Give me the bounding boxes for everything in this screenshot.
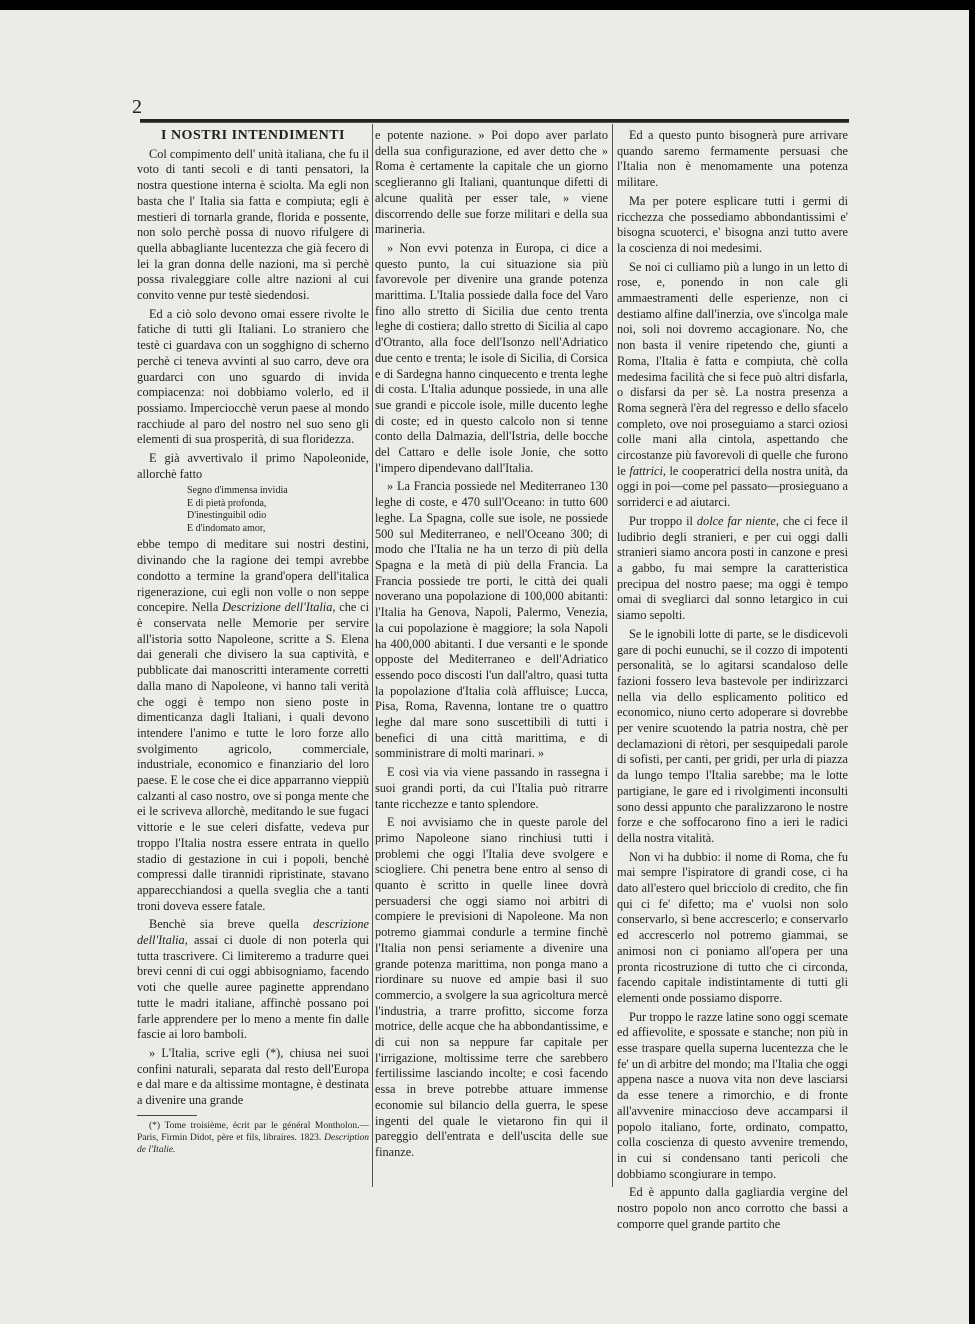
verse-line: E d'indomato amor, bbox=[187, 522, 266, 534]
paragraph: Col compimento dell' unità italiana, che fu il voto di tanti secoli e di tanti pensatori, la nostra questione interna è sciolta. Ma egli non basta che l' Italia sia fatta e compiuta; egli è mestieri di tornarla grande, florida e possente, non solo perchè possa di nuovo rifulgere di quella abbagliante lucentezza che già fecero di lei la gran donna delle nazioni, ma sì perchè possa rivaleggiare colle altre nazioni al cui convito venne pur testè siedendosi. bbox=[137, 146, 369, 303]
italic-title: descrizione dell'Italia bbox=[137, 917, 369, 948]
verse-quote bbox=[187, 485, 369, 535]
paragraph: » La Francia possiede nel Mediterraneo 130 leghe di coste, e 470 sull'Oceano: in tutto 600 leghe. La Spagna, colle sue isole, ne possiede 500 sul Mediterraneo, e nell'Oceano 300; di modo che l'Italia ne ha un terzo di più della Spagna e la metà di più della Francia. La Francia possiede tre porti, le città dei quali noverano una popolazione di 100,000 abitanti: l'Italia ha Genova, Napoli, Palermo, Venezia, la cui popolazione è maggiore; la sola Napoli ha 400,000 abitanti. I due versanti e le sponde opposte del Mediterraneo e dell'Adriatico essendo poco discosti l'un dall'altro, quasi tutta la popolazione d'Italia colà affluisce; Lucca, Pisa, Roma, Ravenna, lontane tre o quattro leghe dal mare sono suscettibili di tutti i benefici di una città marittima, e di somministrare di molti marinari. » bbox=[375, 479, 608, 761]
column-divider bbox=[372, 124, 373, 1187]
text-run: Pur troppo il bbox=[629, 513, 697, 528]
paragraph: E noi avvisiamo che in queste parole del primo Napoleone siano rinchiusi tutti i problemi che oggi l'Italia deve svolgere e sciogliere. Chi penetra bene entro al senso di quanto è scritto in quelle linee dovrà persuadersi che oggi siamo noi arbitri di compiere le previsioni di Napoleone. Ma non potremo giammai condurle a termine finchè l'Italia non pensi seriamente a divenire una grande potenza marittima, non ponga mano a riordinare su nuove ed ampie basi il suo commercio, a svolgere la sua agricoltura mercè l'industria, a trarre profitto, siccome forza motrice, delle acque che ha abbondantissime, e di cui non sa neppure far capitale per l'irrigazione, moltissime terre che sarebbero fertilissime lasciando incolte; e così facendo essa in breve potrebbe attuare immense economie sul bilancio della guerra, le spese ingenti del quale le vietarono fin qui il pareggio dell'entrata e dell'uscita delle sue finanze. bbox=[375, 815, 608, 1159]
header-rule bbox=[140, 119, 849, 123]
paragraph: Ed è appunto dalla gagliardia vergine del nostro popolo non anco corrotto che bassi a comporre quel grande partito che bbox=[617, 1185, 848, 1231]
verse-line: Segno d'immensa invidia bbox=[187, 485, 288, 497]
paragraph bbox=[137, 917, 369, 1043]
paragraph: Ed a questo punto bisognerà pure arrivare quando saremo fermamente persuasi che l'Italia non è menomamente una potenza militare. bbox=[617, 128, 848, 190]
paragraph: Ma per potere esplicare tutti i germi di ricchezza che possediamo abbondantissimi e' bisogna scuoterci, e' bisogna anzi tutto avere la coscienza di noi medesimi. bbox=[617, 193, 848, 255]
italic-title: Description de l'Italie. bbox=[137, 1132, 369, 1155]
paragraph bbox=[617, 260, 848, 511]
text-run: , le cooperatrici della nostra unità, da oggi in poi—come pel passato—prosieguano a sorriderci e ad aiutarci. bbox=[617, 463, 849, 510]
column-3 bbox=[617, 128, 849, 1231]
paragraph: Non vi ha dubbio: il nome di Roma, che fu mai sempre l'ispiratore di grandi cose, ci ha dato all'estero quel bricciolo di credito, che fin qui ci fe' difetto; ma e' vuolsi non solo conservarlo, sì bene accrescerlo; e conservarlo ed accrescerlo nol potremo giammai, se animosi non ci poniamo all'opera per una pronta ricostruzione di tutto che ci circonda, facendo capitale indistintamente di tutti gli elementi onde possiamo disporre. bbox=[617, 849, 848, 1005]
italic-title: Descrizione dell'Italia bbox=[222, 600, 333, 615]
italic-phrase: dolce far niente bbox=[696, 513, 776, 528]
paragraph: e potente nazione. » Poi dopo aver parlato della sua configurazione, ed aver detto che » Roma è certamente la capitale che un giorno sceglieranno gli Italiani, quantunque difetti di alcune qualità per esser tale, » viene discorrendo delle sue forze militari e della sua marineria. bbox=[375, 128, 608, 237]
page-number: 2 bbox=[132, 96, 142, 118]
italic-word: fattrici bbox=[629, 463, 663, 478]
text-run: (*) Tome troisième, écrit par le général Montholon.—Paris, Firmin Didot, père et fils, libraires. 1823. bbox=[137, 1120, 369, 1143]
column-divider bbox=[612, 124, 613, 1187]
paragraph: Se le ignobili lotte di parte, se le disdicevoli gare di pochi eunuchi, se il cozzo di impotenti personalità, se lo agitarsi scandaloso delle fazioni fossero leva bastevole per indirizzarci nella via dello esplicamento politico ed economico, niuno certo adoperare si dovrebbe per venire scuotendo la patria nostra, chè per declamazioni di rètori, per sesquipedali parole di sofisti, per canti, per gridi, per urla di piazza da lungo tempo l'Italia sarebbe; ma le lotte partigiane, le gare ed i rivolgimenti inconsulti sono dessi appunto che paralizzarono le nostre forze e che soffocarono fino a ieri le radici della nostra vitalità. bbox=[617, 626, 848, 845]
article-headline: I NOSTRI INTENDIMENTI bbox=[161, 128, 345, 143]
text-run: Se noi ci culliamo più a lungo in un letto di rose, e, ponendo in non cale gli ammaestramenti delle esperienze, non ci destiamo alfine dall'inerzia, ove s'incolga male noi, soli noi dovremo accagionare. No, che non basta il venire ripetendo che, giunti a Roma, l'Italia è fatta e compiuta, chè colla medesima facilità che si fece può altri disfarla, o disfarsi da per sè. La nostra presenza a Roma segnerà l'èra del regresso e dello sfacelo completo, ove noi proseguiamo a starci oziosi colle mani alla cintola, aspettando che circostanze più favorevoli di quelle che furono le bbox=[617, 259, 848, 478]
paragraph: E già avvertivalo il primo Napoleonide, allorchè fatto bbox=[137, 451, 369, 481]
footnote-rule bbox=[137, 1115, 197, 1116]
column-2 bbox=[375, 128, 608, 1188]
text-run: , che ci fece il ludibrio degli stranieri, e per cui oggi dalli stranieri siamo ancora posti in canzone e presi a gabbo, fu mai sempre la caratteristica precipua del nostro paese; ma oggi è tempo omai di svegliarci dal sonno letargico in cui siamo sepolti. bbox=[617, 513, 848, 623]
paragraph bbox=[617, 514, 848, 624]
text-run: ebbe tempo di meditare sui nostri destini, divinando che la ragione dei tempi avrebbe condotto a termine la grand'opera dell'italica rigenerazione, cui egli non volle o non seppe concepire. Nella bbox=[137, 537, 369, 615]
verse-line: E di pietà profonda, bbox=[187, 497, 267, 509]
text-run: Benchè sia breve quella bbox=[149, 917, 313, 932]
paragraph: E così via via viene passando in rassegna i suoi grandi porti, da cui l'Italia può ritrarre tante ricchezze e tanto splendore. bbox=[375, 765, 608, 811]
paragraph: » Non evvi potenza in Europa, ci dice a questo punto, la cui situazione sia più favorevole per divenire una grande potenza marittima. L'Italia possiede dalla foce del Varo fino allo stretto di Sicilia due cento trenta leghe di costiera; dallo stretto di Sicilia al capo d'Otranto, alla foce dell'Isonzo nell'Adriatico due cento e trenta; le isole di Sicilia, di Corsica e di Sardegna hanno cinquecento e trenta leghe di costa. L'Italia adunque possiede, in una alle sue grandi e piccole isole, mille ducento leghe di coste; ed in questo calcolo non si tenne conto della Dalmazia, dell'Istria, delle bocche del Cattaro e delle isole Jonie, che sotto l'impero dipendevano dall'Italia. bbox=[375, 240, 608, 475]
paragraph bbox=[137, 537, 369, 914]
text-run: , che ci è conservata nelle Memorie per servire all'istoria sotto Napoleone, scritte a S. Elena dai generali che divisero la sua captività, e pubblicate dai manoscritti interamente corretti dalla mano di Napoleone, vi hanno tali verità che oggi è tempo non sieno poste in dimenticanza dagli Italiani, i quali devono intendere l'animo e tutte le loro forze allo svolgimento agricolo, commerciale, industriale, economico e finanziario del loro paese. E le cose che ei dice apparranno vieppiù calzanti al caso nostro, ove si ponga mente che ei le scriveva allorchè, meditando le sue fugaci vittorie e le sue celeri disfatte, vedeva pur troppo l'Italia nostra essere entrata in quello stadio di gestazione in cui i popoli, benchè compressi dalle tirannidi ripristinate, stavano apparecchiandosi a quella sveglia che a tanti troni doveva essere fatale. bbox=[137, 600, 369, 913]
paragraph: » L'Italia, scrive egli (*), chiusa nei suoi confini naturali, separata dal resto dell'Europa e dal mare e da altissime montagne, è destinata a divenire una grande bbox=[137, 1045, 369, 1108]
verse-line: D'inestinguibil odio bbox=[187, 510, 267, 522]
column-1 bbox=[137, 128, 369, 1188]
paragraph: Pur troppo le razze latine sono oggi scemate ed affievolite, e spossate e stanche; non più in esse traspare quella superna lucentezza che le fe' un dì arbitre del mondo; ma l'Italia che oggi appena nasce a nuova vita non deve lasciarsi da esse tenere a rimorchio, e di fronte all'avvenire minaccioso deve accamparsi il popolo italiano, forte, ordinato, compatto, colla coscienza di questo avvenire tremendo, in cui si condensano tanti pericoli che dobbiamo scongiurare in tempo. bbox=[617, 1009, 848, 1181]
scan-border-right bbox=[969, 0, 975, 1324]
scan-border-top bbox=[0, 0, 975, 10]
text-run: , assai ci duole di non poterla qui tutta trascrivere. Ci limiteremo a tradurre quei brevi cenni di cui oggi abbisogniamo, facendo voti che quelle auree paginette apprendano tutte le madri italiane, affinchè possano poi farle apprendere per lo meno a mente fin dalle fascie ai loro bamboli. bbox=[137, 933, 369, 1042]
paragraph: Ed a ciò solo devono omai essere rivolte le fatiche di tutti gli Italiani. Lo straniero che testè ci guardava con un sogghigno di scherno perchè ci teneva avvinti al suo carro, deve ora guardarci con uno sguardo di invida compiacenza: noi dobbiamo volerlo, ed il possiamo. Imperciocchè verun paese al mondo racchiude al paro del nostro nel suo seno gli elementi di sua prosperità, di sua floridezza. bbox=[137, 306, 369, 447]
footnote bbox=[137, 1120, 369, 1156]
